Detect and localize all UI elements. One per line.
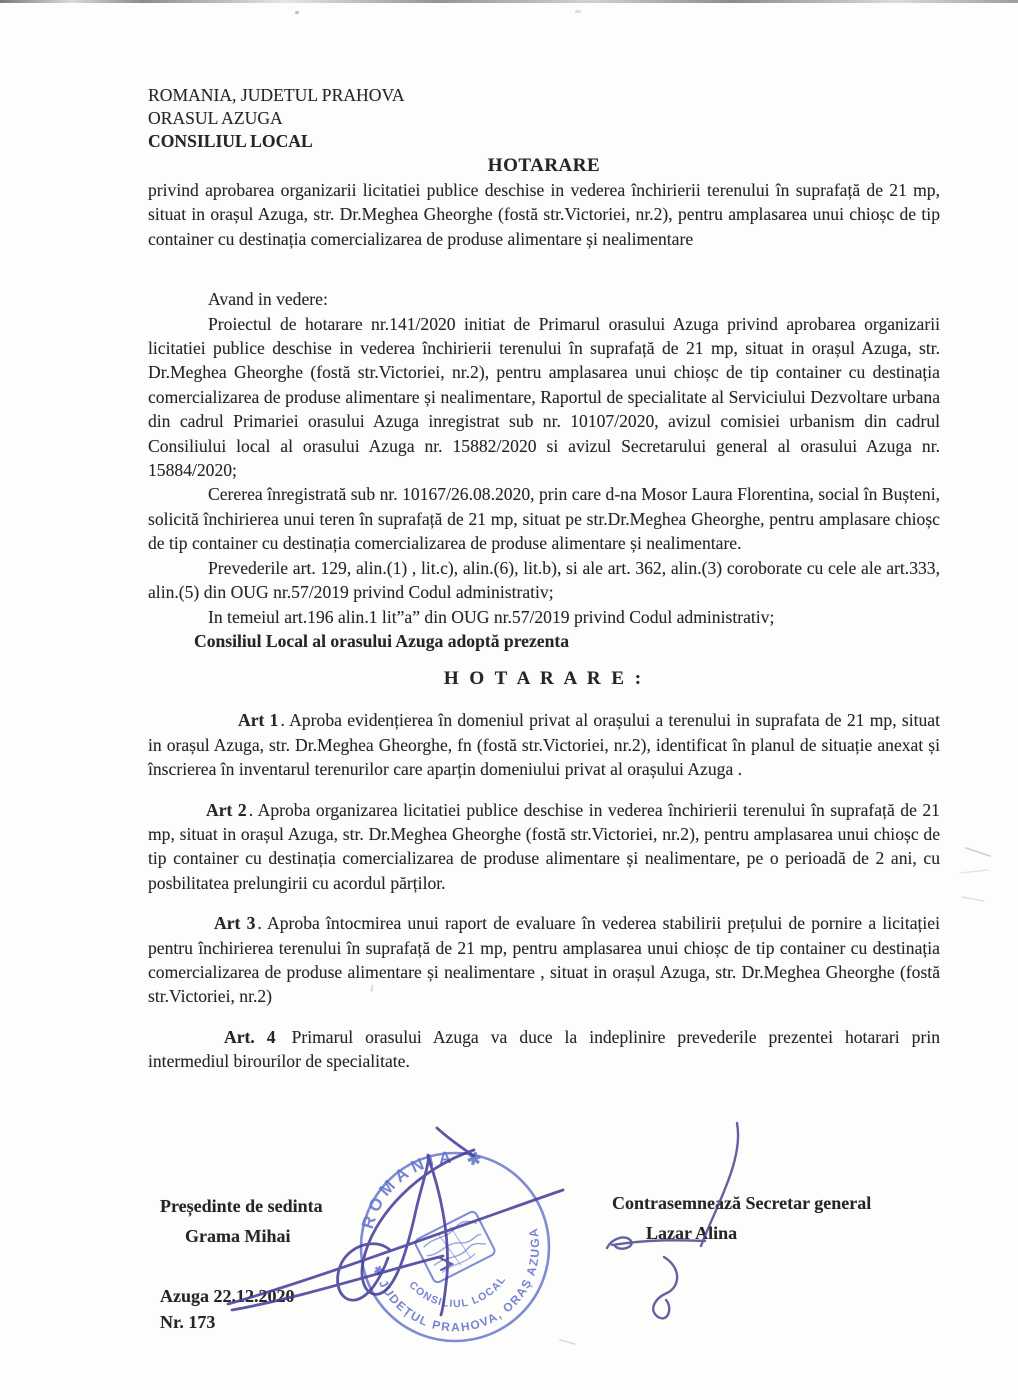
president-role-label: Președinte de sedinta — [160, 1196, 323, 1216]
article-2-text: . Aproba organizarea licitatiei publice deschise in vederea închirierii terenului în suprafață de 21 mp, situat in orașul Azuga, str. Dr.Meghea Gheorghe (fostă str.Victoriei, nr.2), pentru amplasarea unui chioșc de tip container cu destinația comercializarea de produse alimentare și nealimentare, pe o perioadă de 2 ani, cu posbilitatea prelungirii cu acordul părților. — [148, 799, 940, 893]
article-1-text: . Aproba evidențierea în domeniul privat al orașului a terenului in suprafata de 21 mp, situat in orașul Azuga, str. Dr.Meghea Gheorghe, fn (fostă str.Victoriei, nr.2), identificat în planul de situație anexat și înscrierea în inventarul terenurilor care aparțin domeniului privat al orașului Azuga . — [148, 710, 940, 780]
preamble-paragraph-project: Proiectul de hotarare nr.141/2020 initiat de Primarul orasului Azuga privind aprobarea organizarii licitatiei publice deschise in vederea închirierii terenului în suprafață de 21 mp, situat in orașul Azuga, str. Dr.Meghea Gheorghe (fostă str.Victoriei, nr.2), pentru amplasarea unui chioșc de tip container cu destinația comercializarea de produse alimentare și nealimentare, Raportul de specialitate al Serviciului Dezvoltare urbana din cadrul Primariei orasului Azuga inregistrat sub nr. 10107/2020, avizul comisiei urbanism din cadrul Consiliului local al orasului Azuga nr. 15882/2020 si avizul Secretarului general al orasului Azuga nr. 15884/2020; — [148, 313, 940, 481]
countersign-label: Contrasemnează Secretar general — [612, 1193, 872, 1213]
svg-text:CONSILIUL LOCAL — [406, 1273, 508, 1310]
scan-artifact-top-edge — [0, 0, 1018, 3]
decision-heading: H O T A R A R E : — [443, 668, 645, 690]
secretary-name: Lazar Alina — [646, 1223, 738, 1243]
article-2-label: Art 2 — [206, 799, 247, 820]
issuer-town-line: ORASUL AZUGA — [148, 108, 283, 128]
stamp-coat-of-arms — [414, 1210, 496, 1284]
official-stamp — [348, 1140, 562, 1354]
preamble-paragraph-legal-basis: In temeiul art.196 alin.1 lit”a” din OUG nr.57/2019 privind Codul administrativ; — [208, 606, 775, 627]
scan-artifact-speck — [295, 11, 299, 14]
document-body — [148, 84, 940, 1074]
issuer-country-line: ROMANIA, JUDETUL PRAHOVA — [148, 85, 405, 105]
stamp-text-county-town: ✱ JUDEȚUL PRAHOVA, ORAȘ AZUGA — [370, 1225, 543, 1335]
document-subject: privind aprobarea organizarii licitatiei publice deschise in vederea închirierii terenului în suprafață de 21 mp, situat in orașul Azuga, str. Dr.Meghea Gheorghe (fostă str.Victoriei, nr.2), pentru amplasarea unui chioșc de tip container cu destinația comercializarea de produse alimentare și nealimentare — [148, 180, 940, 249]
svg-text:ROMANIA ✱ — [358, 1147, 488, 1231]
adoption-statement: Consiliul Local al orasului Azuga adoptă prezenta — [194, 630, 570, 651]
stamp-text-romania: ROMANIA ✱ — [357, 1147, 488, 1231]
president-name: Grama Mihai — [185, 1226, 291, 1246]
article-2 — [148, 798, 940, 896]
article-1-label: Art 1 — [238, 710, 279, 731]
article-4-label: Art. 4 — [224, 1026, 276, 1047]
article-1 — [148, 708, 940, 781]
stamp-text-local-council: CONSILIUL LOCAL — [406, 1273, 509, 1311]
issuer-council-line: CONSILIUL LOCAL — [148, 131, 313, 151]
document-title: HOTARARE — [487, 155, 601, 176]
decision-number: Nr. 173 — [160, 1312, 216, 1332]
scan-artifact-speck — [575, 10, 581, 13]
article-3 — [148, 911, 940, 1009]
article-3-text: . Aproba întocmirea unui raport de evaluare în vederea stabilirii prețului de pornire a licitației pentru închirierea terenului în suprafață de 21 mp, pentru amplasarea unui chioșc de tip container cu destinația comercializarea de produse alimentare și nealimentare , situat in orașul Azuga, str. Dr.Meghea Gheorghe (fostă str.Victoriei, nr.2) — [148, 913, 940, 1007]
place-and-date: Azuga 22.12.2020 — [160, 1286, 295, 1306]
preamble-paragraph-provisions: Prevederile art. 129, alin.(1) , lit.c), alin.(6), lit.b), si ale art. 362, alin.(3) coroborate cu cele ale art.333, alin.(5) din OUG nr.57/2019 privind Codul administrativ; — [148, 557, 940, 603]
article-4-text: Primarul orasului Azuga va duce la indeplinire prevederile prezentei hotarari prin intermediul birourilor de specialitate. — [148, 1026, 941, 1072]
article-4 — [148, 1025, 940, 1074]
preamble-intro: Avand in vedere: — [208, 289, 328, 310]
preamble-paragraph-request: Cererea înregistrată sub nr. 10167/26.08.2020, prin care d-na Mosor Laura Florentina, social în Bușteni, solicită închirierea unui teren în suprafață de 21 mp, situat pe str.Dr.Meghea Gheorghe, pentru amplasare chioșc de tip container cu destinația comercializarea de produse alimentare și nealimentare. — [148, 484, 940, 554]
article-3-label: Art 3 — [214, 913, 256, 934]
